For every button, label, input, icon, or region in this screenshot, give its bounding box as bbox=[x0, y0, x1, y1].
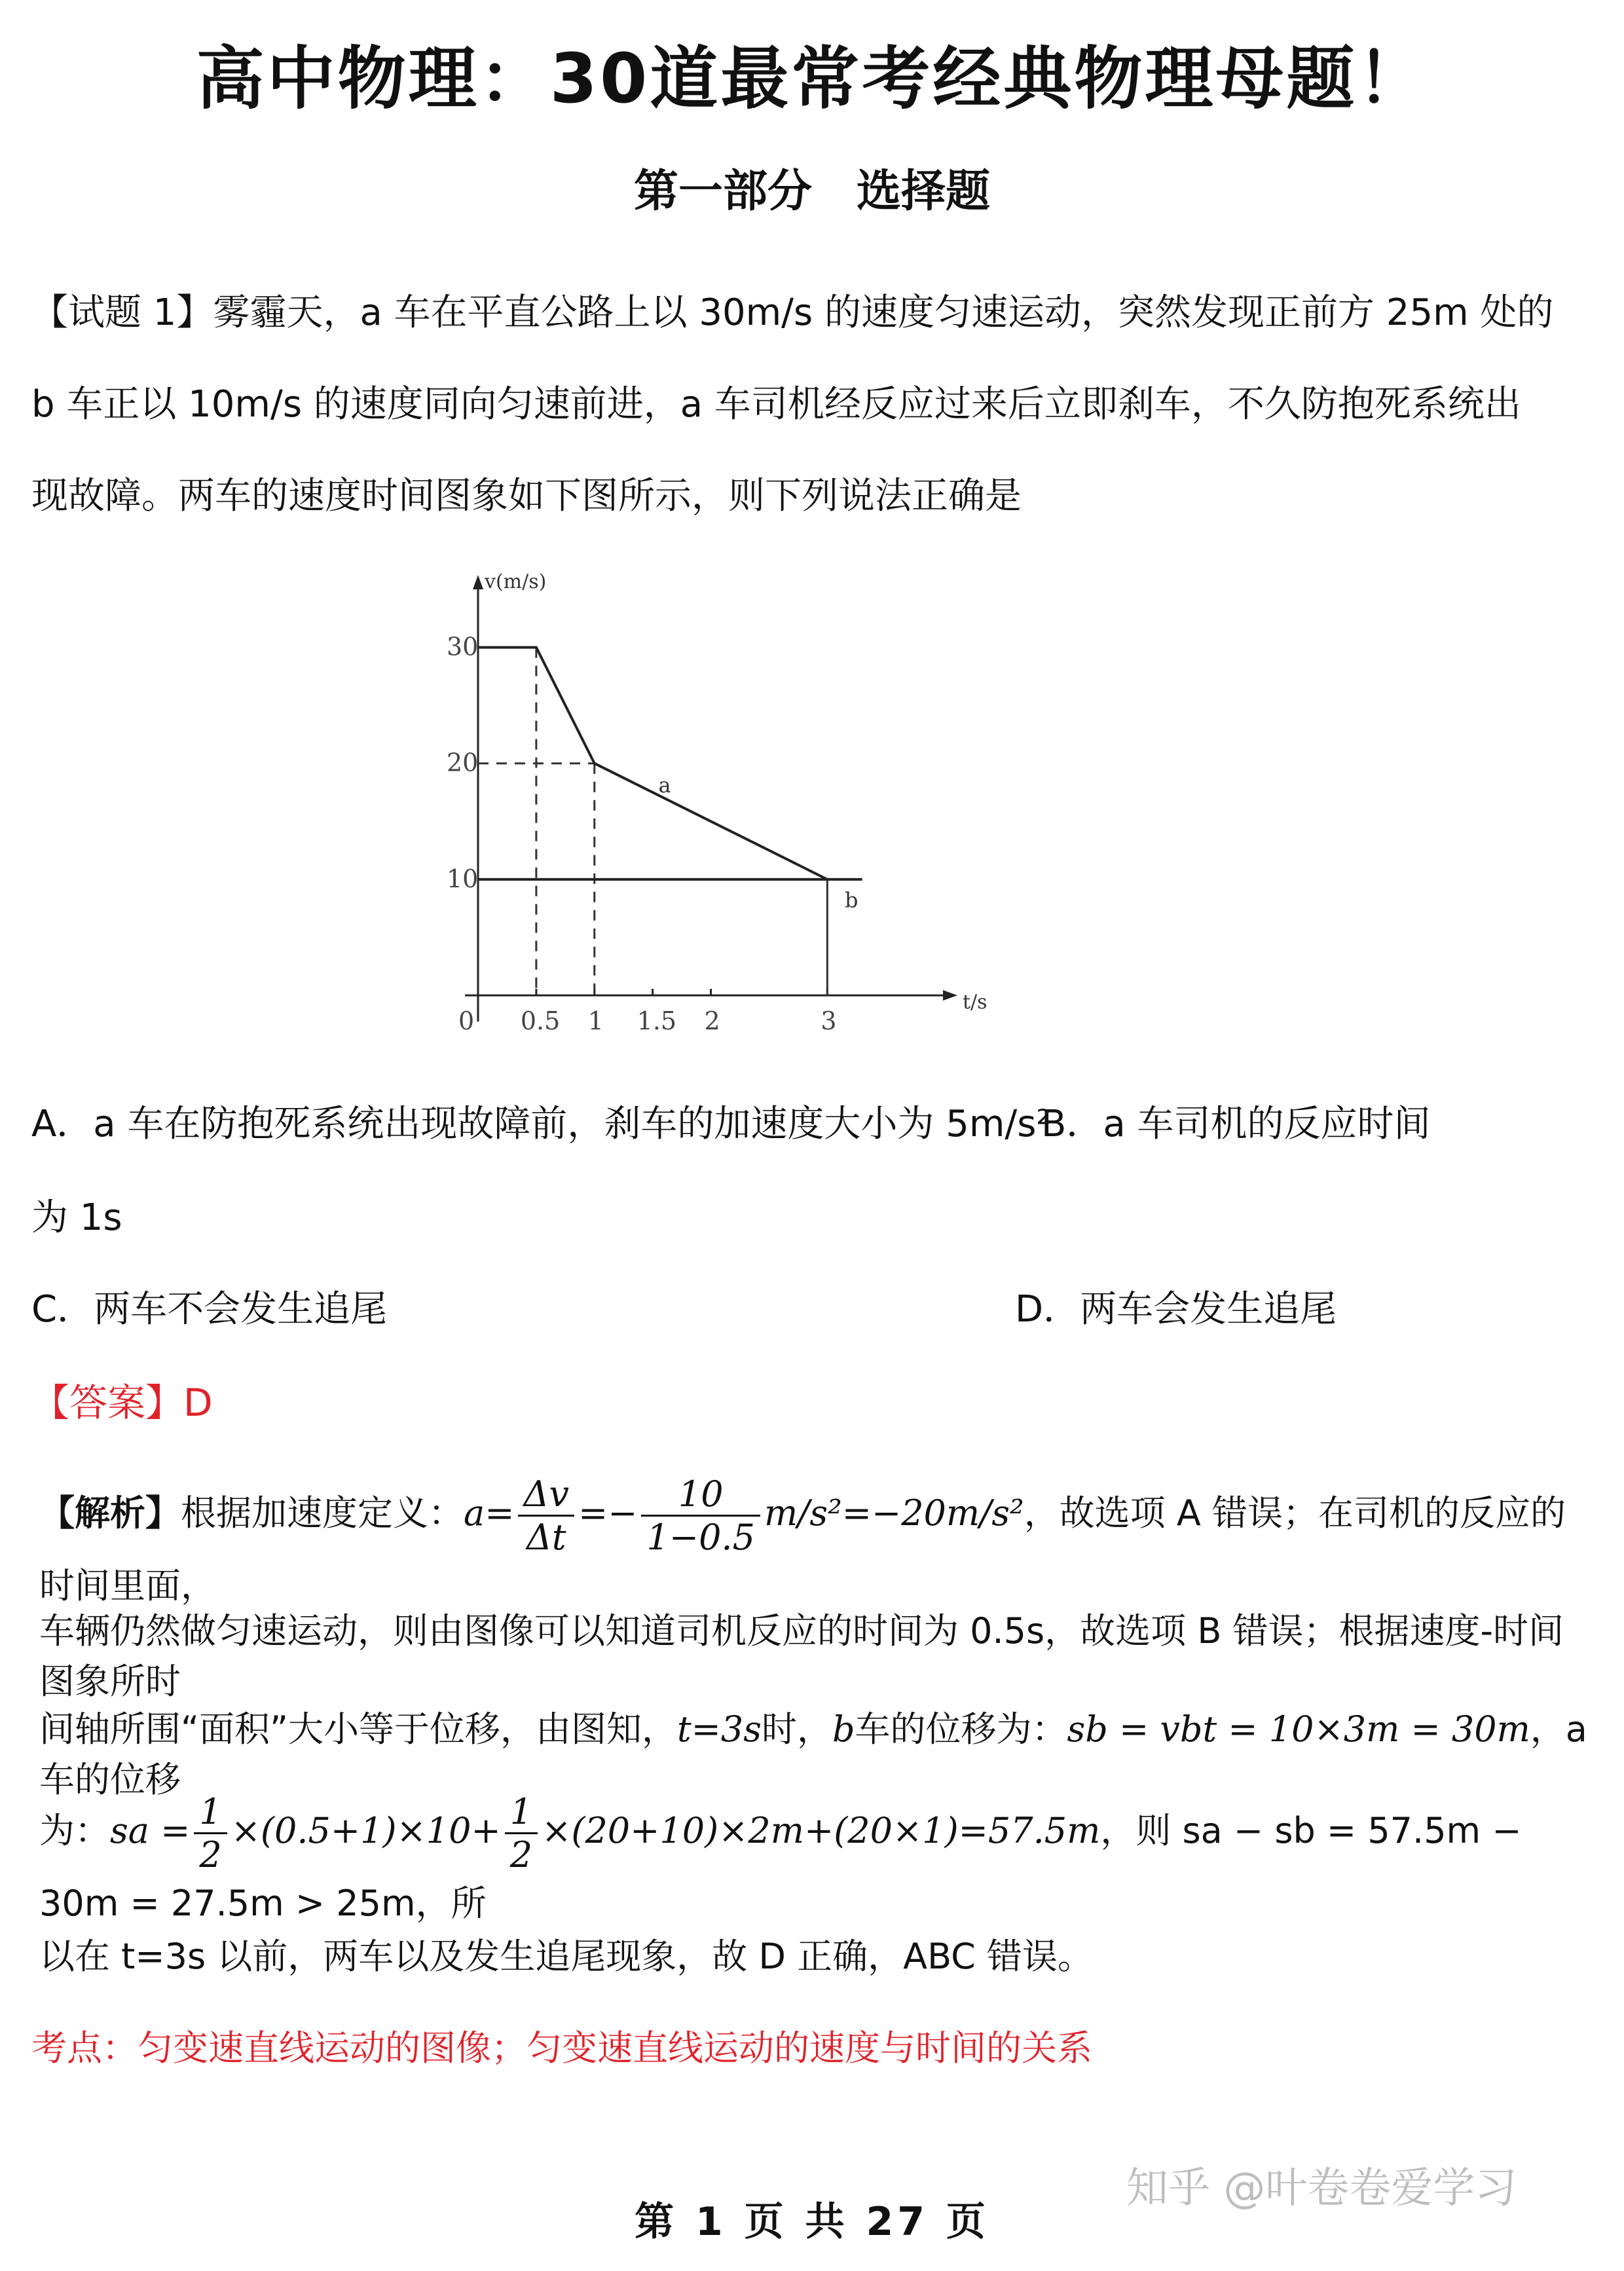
x-tick-label: 1.5 bbox=[637, 1006, 677, 1035]
analysis-line-4: 为：sa = $\frac{1}{2}$ ×(0.5+1)×10+ $\frac{1}{2}$ ×(20+10)×2m+(20×1)=57.5m，则 sa − sb = 57.5m − 30m = 27.5m > 25m，所 bbox=[39, 1791, 1522, 1924]
analysis-line-3: 间轴所围“面积”大小等于位移，由图知，t=3s时，b车的位移为：sb = vbt = 10×3m = 30m，a 车的位移 bbox=[39, 1708, 1587, 1800]
question-text bbox=[31, 267, 1590, 542]
fraction-10: $\frac{10}{1-0.5}$ bbox=[641, 1473, 760, 1558]
x-axis-arrow bbox=[943, 990, 957, 1001]
fraction-half-1: $\frac{1}{2}$ bbox=[194, 1791, 227, 1875]
x-tick-label: 0 bbox=[458, 1006, 475, 1035]
question-line-2: b 车正以 10m/s 的速度同向匀速前进，a 车司机经反应过来后立即刹车，不久防抱死系统出 bbox=[31, 383, 1521, 426]
x-axis-label: t/s bbox=[963, 991, 987, 1014]
page-footer: 第 1 页 共 27 页 bbox=[635, 2199, 989, 2245]
y-axis-arrow bbox=[473, 575, 483, 589]
answer-value: D bbox=[183, 1380, 213, 1425]
analysis-line-1: 【解析】根据加速度定义：a= $\frac{\Delta v}{\Delta t}$ =− $\frac{10}{1-0.5}$ m/s²=−20m/s²，故选项 A 错误；在司机的反应的时间里面， bbox=[39, 1473, 1566, 1606]
question-label: 【试题 1】 bbox=[31, 291, 213, 334]
option-b-cont: 为 1s bbox=[31, 1196, 122, 1239]
series-label-a: a bbox=[658, 773, 671, 798]
question-line-1: 【试题 1】雾霾天，a 车在平直公路上以 30m/s 的速度匀速运动，突然发现正前方 25m 处的 bbox=[31, 291, 1554, 334]
option-b: B．a 车司机的反应时间 bbox=[1041, 1103, 1431, 1145]
x-tick-label: 2 bbox=[704, 1006, 720, 1035]
option-c: C．两车不会发生追尾 bbox=[31, 1288, 388, 1331]
y-axis-label: v(m/s) bbox=[485, 570, 547, 593]
x-tick-label: 0.5 bbox=[520, 1006, 561, 1035]
y-tick-label: 30 bbox=[447, 632, 479, 661]
answer-label: 【答案】 bbox=[31, 1380, 184, 1425]
series-line-a bbox=[478, 648, 827, 879]
analysis-line-5: 以在 t=3s 以前，两车以及发生追尾现象，故 D 正确，ABC 错误。 bbox=[39, 1936, 1094, 1977]
option-a: A．a 车在防抱死系统出现故障前，刹车的加速度大小为 5m/s² bbox=[31, 1103, 1051, 1145]
series-label-b: b bbox=[845, 887, 858, 913]
y-tick-label: 10 bbox=[447, 864, 479, 893]
watermark: 知乎 @叶卷卷爱学习 bbox=[1126, 2164, 1517, 2213]
x-tick-label: 1 bbox=[587, 1006, 604, 1035]
question-line-3: 现故障。两车的速度时间图象如下图所示，则下列说法正确是 bbox=[31, 475, 1022, 517]
x-tick-label: 3 bbox=[821, 1006, 837, 1035]
analysis-line-2: 车辆仍然做匀速运动，则由图像可以知道司机反应的时间为 0.5s，故选项 B 错误；根据速度-时间图象所时 bbox=[39, 1610, 1564, 1702]
knowledge-point: 考点：匀变速直线运动的图像；匀变速直线运动的速度与时间的关系 bbox=[31, 2027, 1092, 2069]
velocity-time-chart bbox=[419, 557, 1008, 1067]
fraction-half-2: $\frac{1}{2}$ bbox=[505, 1791, 538, 1875]
section-heading: 第一部分 选择题 bbox=[633, 166, 990, 217]
option-d: D．两车会发生追尾 bbox=[1015, 1288, 1337, 1331]
page-title: 高中物理：30道最常考经典物理母题！ bbox=[196, 39, 1428, 119]
fraction-dv-dt: $\frac{\Delta v}{\Delta t}$ bbox=[518, 1473, 574, 1558]
analysis-label: 【解析】 bbox=[39, 1492, 181, 1534]
answer bbox=[31, 1372, 213, 1427]
y-tick-label: 20 bbox=[447, 748, 479, 777]
